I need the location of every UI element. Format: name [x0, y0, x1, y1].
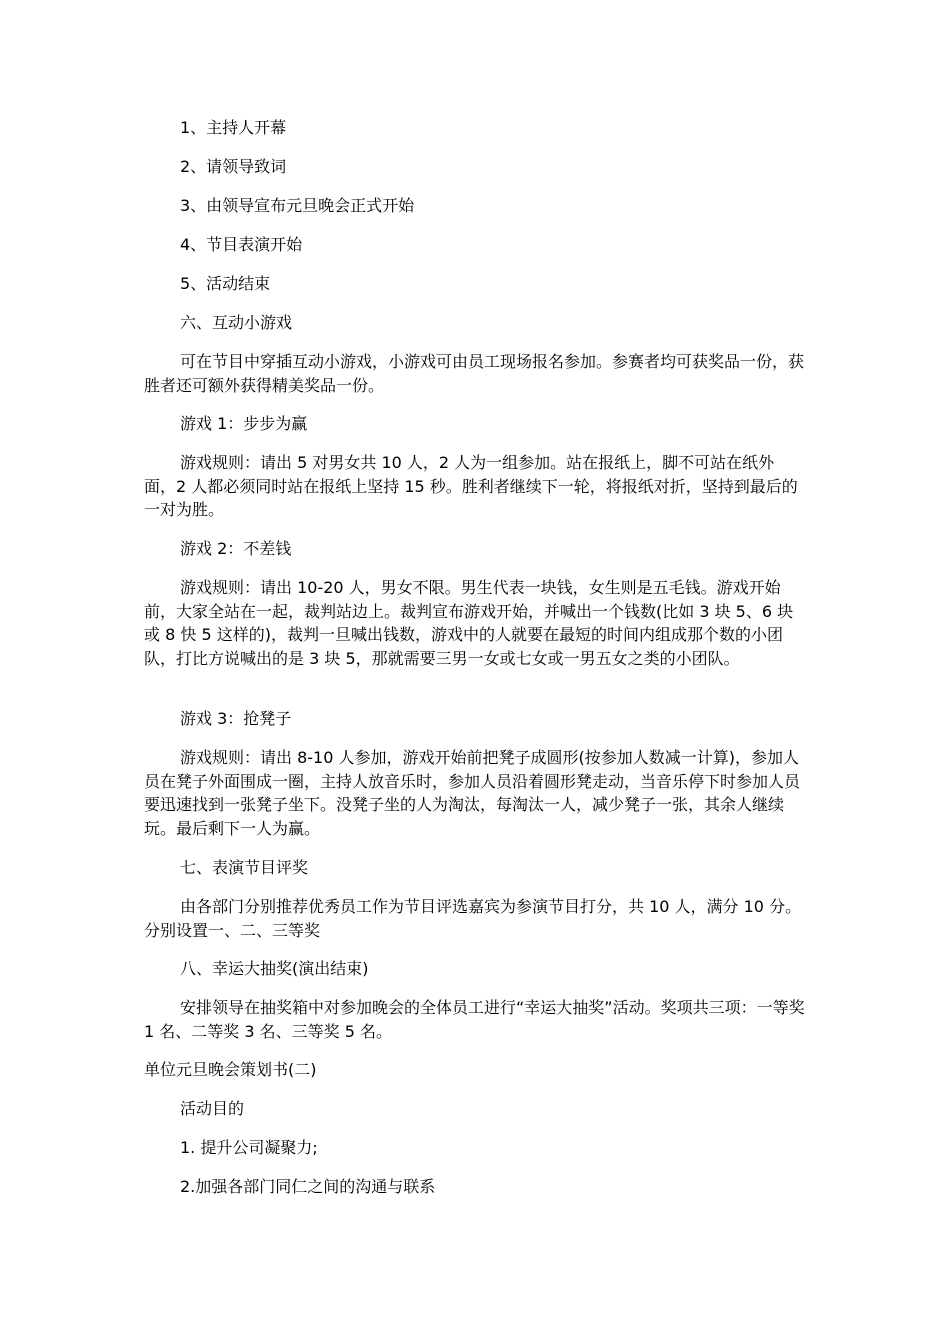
paragraph-awards: 由各部门分别推荐优秀员工作为节目评选嘉宾为参演节目打分，共 10 人，满分 10 分。分别设置一、二、三等奖 — [144, 897, 802, 940]
list-item-event-end: 5、活动结束 — [180, 274, 271, 293]
game-1-rules: 游戏规则：请出 5 对男女共 10 人，2 人为一组参加。站在报纸上，脚不可站在纸外面，2 人都必须同时站在报纸上坚持 15 秒。胜利者继续下一轮，将报纸对折，坚持到最后的一对为胜。 — [144, 453, 798, 519]
game-2-title: 游戏 2：不差钱 — [180, 539, 292, 558]
paragraph-lucky-draw: 安排领导在抽奖箱中对参加晚会的全体员工进行“幸运大抽奖”活动。奖项共三项：一等奖 1 名、二等奖 3 名、三等奖 5 名。 — [144, 998, 805, 1041]
list-item-cohesion: 1. 提升公司凝聚力; — [180, 1138, 318, 1157]
game-2-rules: 游戏规则：请出 10-20 人，男女不限。男生代表一块钱，女生则是五毛钱。游戏开始前，大家全站在一起，裁判站边上。裁判宣布游戏开始，并喊出一个钱数(比如 3 块 5、6 块或 8 快 5 这样的)，裁判一旦喊出钱数，游戏中的人就要在最短的时间内组成那个数的小团队，打比方说喊出的是 3 块 5，那就需要三男一女或七女或一男五女之类的小团队。 — [144, 578, 794, 668]
list-item-announce-start: 3、由领导宣布元旦晚会正式开始 — [180, 196, 415, 215]
paragraph-games-intro: 可在节目中穿插互动小游戏，小游戏可由员工现场报名参加。参赛者均可获奖品一份，获胜者还可额外获得精美奖品一份。 — [144, 352, 805, 395]
game-1-title: 游戏 1：步步为赢 — [180, 414, 308, 433]
section-heading-purpose: 活动目的 — [180, 1099, 245, 1118]
list-item-leader-speech: 2、请领导致词 — [180, 157, 287, 176]
list-item-opening: 1、主持人开幕 — [180, 118, 287, 137]
list-item-communication: 2.加强各部门同仁之间的沟通与联系 — [180, 1177, 436, 1196]
section-heading-interactive-games: 六、互动小游戏 — [180, 313, 293, 332]
section-heading-awards: 七、表演节目评奖 — [180, 858, 309, 877]
document-title-part-two: 单位元旦晚会策划书(二) — [144, 1060, 317, 1079]
game-3-title: 游戏 3：抢凳子 — [180, 709, 292, 728]
list-item-performance-start: 4、节目表演开始 — [180, 235, 303, 254]
game-3-rules: 游戏规则：请出 8-10 人参加，游戏开始前把凳子成圆形(按参加人数减一计算)，参加人员在凳子外面围成一圈，主持人放音乐时，参加人员沿着圆形凳走动，当音乐停下时参加人员要迅速找到一张凳子坐下。没凳子坐的人为淘汰，每淘汰一人，减少凳子一张，其余人继续玩。最后剩下一人为赢。 — [144, 748, 801, 838]
section-heading-lucky-draw: 八、幸运大抽奖(演出结束) — [180, 959, 369, 978]
